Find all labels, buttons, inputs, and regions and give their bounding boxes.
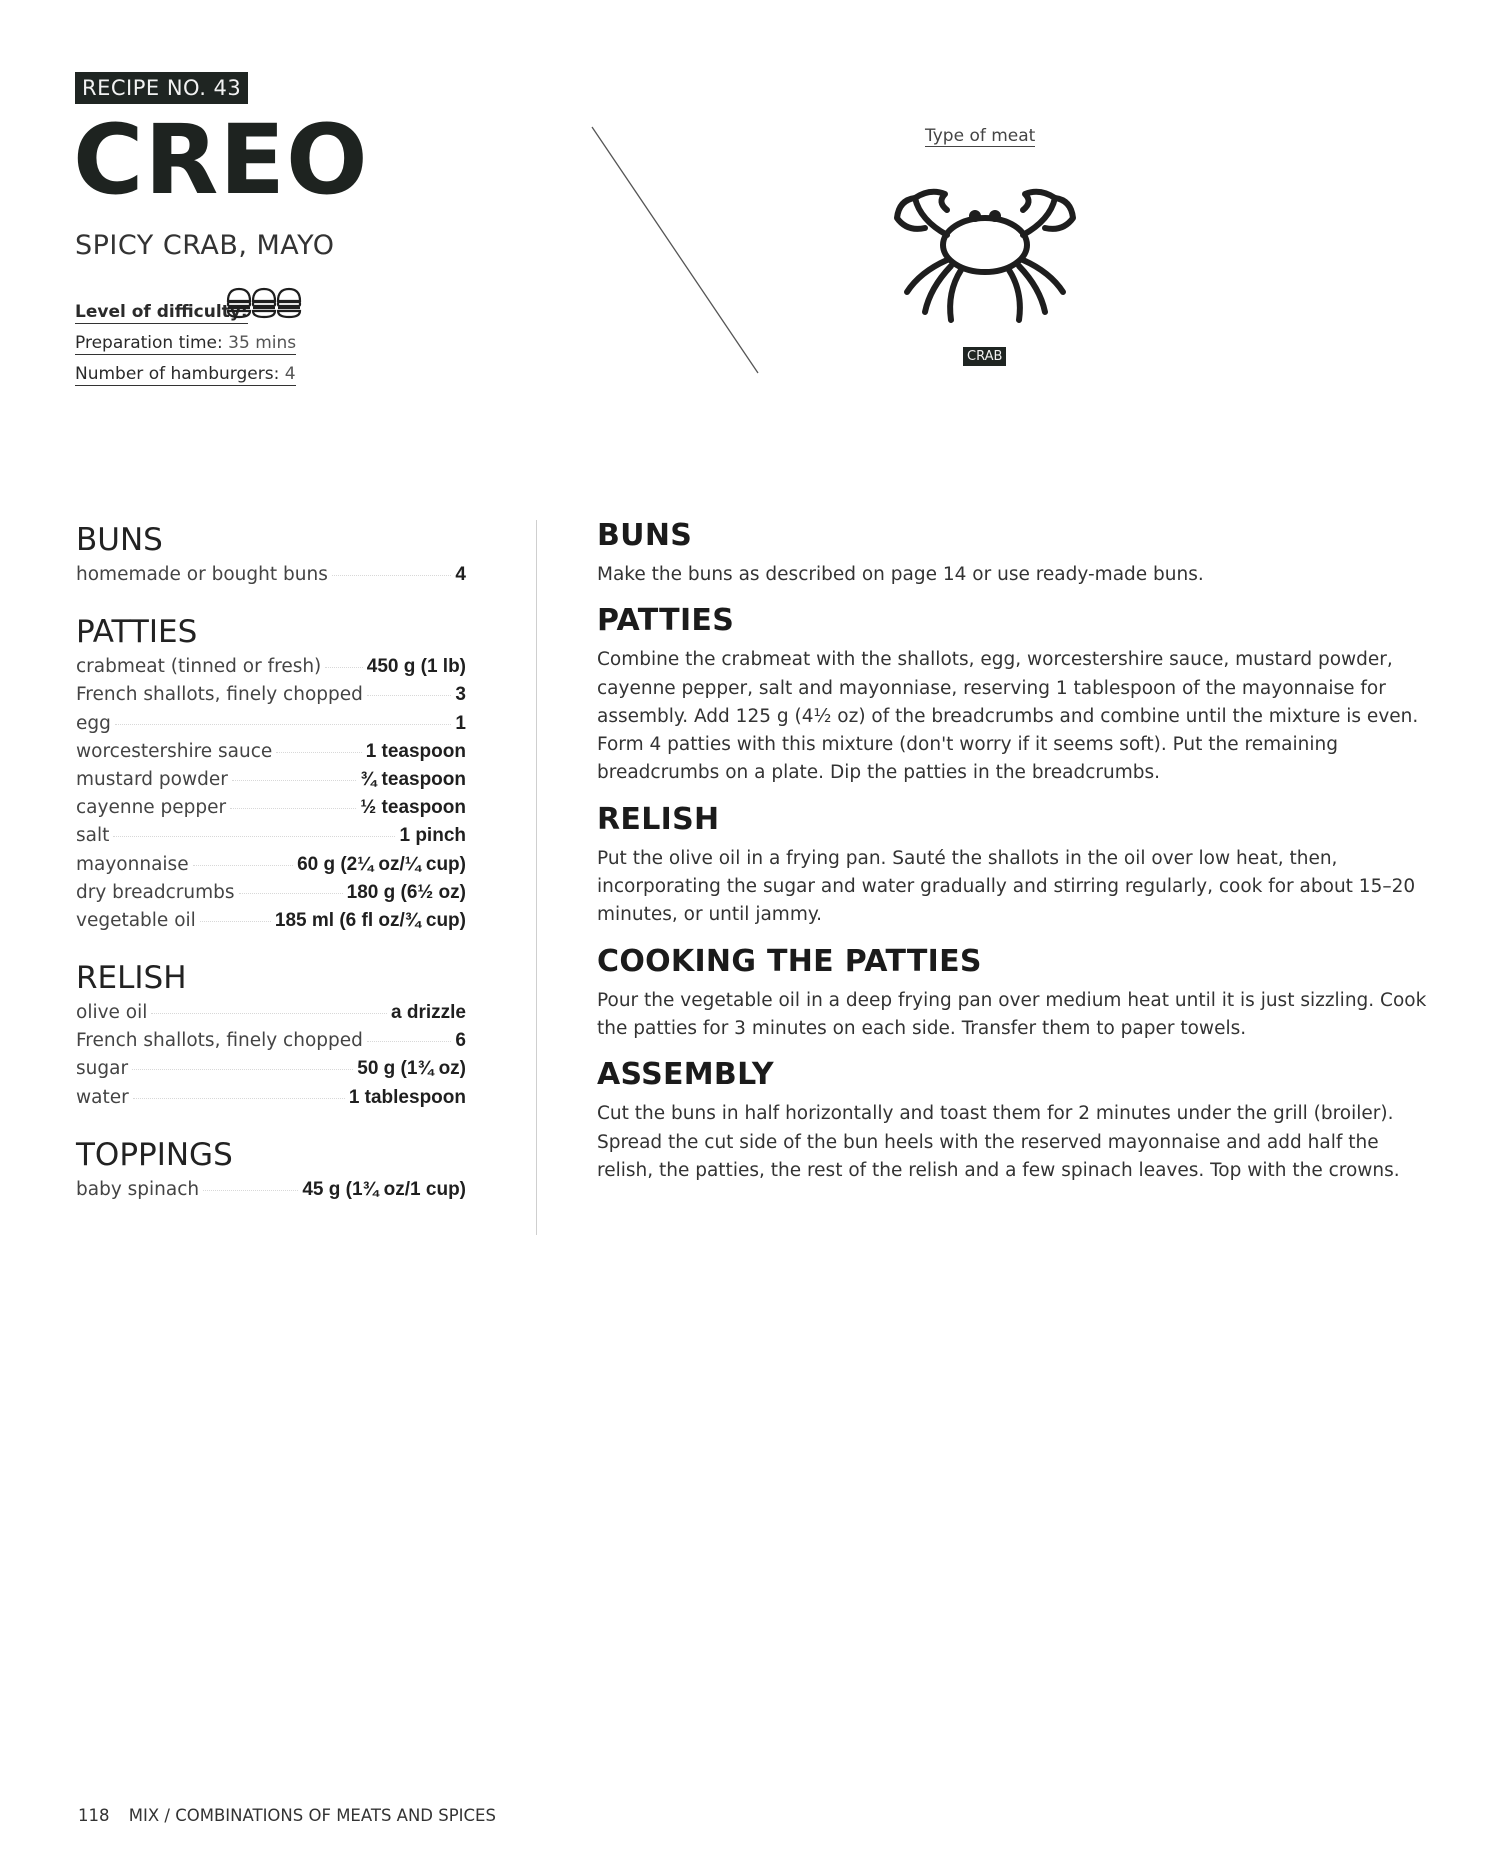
ingredients-relish (76, 960, 466, 1115)
ingredients-column (76, 522, 466, 1229)
ingredient-qty: 180 g (6½ oz) (346, 881, 466, 903)
ingredient-row (76, 684, 466, 712)
page-number: 118 (78, 1806, 110, 1825)
ingredient-name: salt (76, 825, 110, 847)
ingredient-row (76, 854, 466, 882)
ingredient-row (76, 1058, 466, 1086)
ingredient-qty: 3 (455, 684, 466, 706)
ingredient-qty: 60 g (2¼ oz/¼ cup) (297, 853, 466, 875)
ingredient-row (76, 1002, 466, 1030)
method-section-text: Put the olive oil in a frying pan. Sauté the shallots in the oil over low heat, then, incorporating the sugar and water gradually and stirring regularly, cook for about 15–20 minutes, or until jammy. (597, 847, 1416, 926)
ingredient-name: homemade or bought buns (76, 564, 328, 585)
prep-time-value: 35 mins (228, 333, 297, 353)
method-section-title: PATTIES (597, 603, 735, 639)
method-section-title: RELISH (597, 801, 720, 837)
method-section-text: Pour the vegetable oil in a deep frying pan over medium heat until it is just sizzling. Cook the patties for 3 minutes on each side. Transfer them to paper towels. (597, 989, 1427, 1039)
ingredient-name: egg (76, 712, 111, 734)
method-assembly (597, 1057, 1437, 1185)
ingredient-row (76, 797, 466, 825)
ingredients-section-title: PATTIES (76, 614, 198, 651)
crab-icon (885, 180, 1085, 330)
ingredient-row (76, 882, 466, 910)
ingredient-qty: ¾ teaspoon (360, 768, 466, 790)
ingredient-row (76, 656, 466, 684)
ingredients-section-title: BUNS (76, 522, 163, 558)
method-cooking (597, 944, 1437, 1044)
meat-type-badge: CRAB (963, 347, 1006, 366)
ingredient-row (76, 1030, 466, 1058)
meat-type-label: Type of meat (925, 126, 1036, 146)
ingredients-patties (76, 614, 466, 938)
ingredient-name: sugar (76, 1058, 129, 1080)
method-section-text: Combine the crabmeat with the shallots, egg, worcestershire sauce, mustard powder, cayenne pepper, salt and mayonniase, reserving 1 tablespoon of the mayonnaise for assembly. Add 125 g (4½ oz) of the breadcrumbs and combine until the mixture is even. Form 4 patties with this mixture (don't worry if it seems soft). Put the remaining breadcrumbs on a plate. Dip the patties in the breadcrumbs. (597, 649, 1419, 784)
hamburger-count-label: Number of hamburgers: (75, 364, 280, 384)
ingredient-name: dry breadcrumbs (76, 881, 235, 903)
method-patties (597, 603, 1437, 787)
prep-time-row (75, 333, 296, 355)
ingredient-name: baby spinach (76, 1178, 200, 1200)
ingredient-name: French shallots, finely chopped (76, 684, 363, 706)
hamburger-count-value: 4 (284, 364, 296, 384)
ingredients-section-title: TOPPINGS (76, 1136, 233, 1173)
ingredient-qty: 1 teaspoon (365, 740, 466, 762)
page-footer (78, 1806, 496, 1825)
ingredient-name: vegetable oil (76, 909, 196, 931)
burger-icon (226, 286, 302, 322)
method-section-text: Make the buns as described on page 14 or use ready-made buns. (597, 564, 1204, 585)
difficulty-row (75, 302, 248, 324)
recipe-subtitle: SPICY CRAB, MAYO (75, 230, 335, 261)
ingredients-buns (76, 522, 466, 592)
ingredient-row (76, 825, 466, 853)
ingredient-qty: 185 ml (6 fl oz/¾ cup) (274, 909, 466, 931)
ingredient-qty: 50 g (1¾ oz) (357, 1058, 466, 1080)
ingredient-qty: 45 g (1¾ oz/1 cup) (302, 1178, 466, 1200)
ingredient-row (76, 713, 466, 741)
column-divider (536, 520, 537, 1235)
ingredient-name: cayenne pepper (76, 797, 227, 819)
ingredient-name: mayonnaise (76, 853, 189, 875)
ingredient-name: worcestershire sauce (76, 740, 273, 762)
ingredients-toppings (76, 1137, 466, 1207)
method-buns (597, 518, 1437, 589)
footer-section-title: MIX / COMBINATIONS OF MEATS AND SPICES (128, 1806, 496, 1825)
ingredient-name: water (76, 1086, 129, 1108)
ingredient-name: crabmeat (tinned or fresh) (76, 656, 322, 678)
difficulty-label: Level of difficulty: (75, 302, 248, 322)
ingredient-row (76, 910, 466, 938)
ingredient-name: olive oil (76, 1002, 148, 1024)
ingredient-row (76, 1179, 466, 1207)
method-relish (597, 802, 1437, 930)
method-section-title: BUNS (597, 518, 693, 553)
recipe-title: CREO (73, 104, 369, 216)
method-column (597, 518, 1437, 1199)
method-section-text: Cut the buns in half horizontally and toast them for 2 minutes under the grill (broiler). Spread the cut side of the bun heels with the reserved mayonnaise and add half the relish, the patties, the rest of the relish and a few spinach leaves. Top with the crowns. (597, 1103, 1400, 1181)
hamburger-count-row (75, 364, 296, 386)
ingredient-qty: 4 (455, 564, 466, 585)
ingredients-section-title: RELISH (76, 960, 187, 997)
ingredient-qty: 450 g (1 lb) (366, 656, 466, 678)
ingredient-row (76, 769, 466, 797)
ingredient-name: mustard powder (76, 768, 228, 790)
ingredient-qty: 1 (455, 712, 466, 734)
ingredient-qty: 1 pinch (399, 825, 466, 847)
method-section-title: ASSEMBLY (597, 1057, 774, 1093)
difficulty-burger-icons (226, 286, 302, 327)
ingredient-row (76, 1087, 466, 1115)
method-section-title: COOKING THE PATTIES (597, 943, 982, 979)
ingredient-qty: ½ teaspoon (360, 797, 466, 819)
ingredient-name: French shallots, finely chopped (76, 1030, 363, 1052)
recipe-number-tag: RECIPE NO. 43 (75, 72, 248, 104)
prep-time-label: Preparation time: (75, 333, 223, 353)
ingredient-qty: 6 (455, 1030, 466, 1052)
ingredient-qty: 1 tablespoon (348, 1086, 466, 1108)
decorative-diagonal-line (590, 125, 760, 375)
ingredient-row (76, 741, 466, 769)
ingredient-row (76, 564, 466, 592)
ingredient-qty: a drizzle (391, 1002, 466, 1024)
